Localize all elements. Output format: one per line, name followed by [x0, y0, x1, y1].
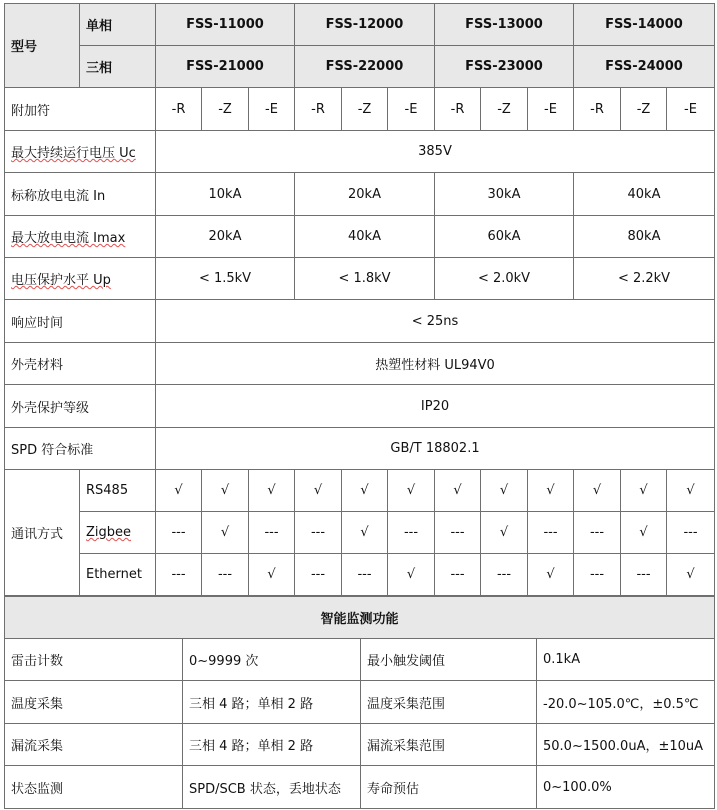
comm-cell: √	[621, 470, 667, 512]
suffix-cell: -R	[435, 88, 481, 131]
comm-cell: √	[481, 512, 528, 554]
comm-cell: √	[202, 470, 249, 512]
comm-cell: √	[388, 470, 435, 512]
imax-label	[5, 216, 156, 258]
suffix-cell: -Z	[342, 88, 388, 131]
monitor-value: 50.0~1500.0uA，±10uA	[537, 724, 715, 766]
suffix-cell: -E	[388, 88, 435, 131]
monitor-label: 寿命预估	[361, 766, 537, 809]
monitor-label: 漏流采集	[5, 724, 183, 766]
suffix-cell: -R	[156, 88, 202, 131]
comm-cell: ---	[481, 554, 528, 596]
in-value: 40kA	[574, 173, 715, 216]
comm-row-ethernet	[5, 554, 715, 596]
model-row-three	[5, 46, 715, 88]
up-value: < 2.0kV	[435, 258, 574, 300]
response-row	[5, 300, 715, 343]
comm-cell: √	[481, 470, 528, 512]
model-cell: FSS-23000	[435, 46, 574, 88]
monitor-title-row	[5, 597, 715, 639]
uc-row	[5, 131, 715, 173]
monitor-value: 0.1kA	[537, 639, 715, 681]
comm-cell: √	[667, 470, 715, 512]
ip-value: IP20	[156, 385, 715, 428]
up-value: < 1.8kV	[295, 258, 435, 300]
up-row	[5, 258, 715, 300]
comm-cell: √	[435, 470, 481, 512]
single-phase-label: 单相	[80, 4, 156, 46]
in-label: 标称放电电流 In	[5, 173, 156, 216]
housing-row	[5, 343, 715, 385]
uc-label	[5, 131, 156, 173]
housing-label: 外壳材料	[5, 343, 156, 385]
spec-table	[4, 3, 715, 596]
comm-cell: ---	[574, 512, 621, 554]
in-value: 20kA	[295, 173, 435, 216]
comm-cell: √	[667, 554, 715, 596]
monitor-label: 状态监测	[5, 766, 183, 809]
suffix-row	[5, 88, 715, 131]
suffix-cell: -R	[574, 88, 621, 131]
suffix-cell: -E	[667, 88, 715, 131]
comm-cell: ---	[295, 512, 342, 554]
model-cell: FSS-22000	[295, 46, 435, 88]
comm-cell: √	[202, 512, 249, 554]
imax-value: 40kA	[295, 216, 435, 258]
model-label: 型号	[5, 4, 80, 88]
comm-cell: √	[249, 554, 295, 596]
uc-label-text: 最大持续运行电压 Uc	[11, 146, 136, 161]
standard-row	[5, 428, 715, 470]
in-row	[5, 173, 715, 216]
comm-cell: ---	[574, 554, 621, 596]
model-row-single	[5, 4, 715, 46]
up-label-text: 电压保护水平 Up	[11, 273, 111, 288]
monitor-row	[5, 639, 715, 681]
model-cell: FSS-13000	[435, 4, 574, 46]
comm-cell: ---	[342, 554, 388, 596]
monitor-row	[5, 766, 715, 809]
comm-cell: ---	[249, 512, 295, 554]
suffix-cell: -E	[249, 88, 295, 131]
ip-row	[5, 385, 715, 428]
suffix-cell: -Z	[202, 88, 249, 131]
housing-value: 热塑性材料 UL94V0	[156, 343, 715, 385]
up-value: < 2.2kV	[574, 258, 715, 300]
monitor-table	[4, 596, 715, 809]
comm-row-rs485	[5, 470, 715, 512]
suffix-cell: -Z	[621, 88, 667, 131]
comm-name: RS485	[80, 470, 156, 512]
comm-cell: √	[156, 470, 202, 512]
comm-cell: √	[528, 554, 574, 596]
monitor-title: 智能监测功能	[5, 597, 715, 639]
comm-cell: ---	[528, 512, 574, 554]
monitor-label: 最小触发阈值	[361, 639, 537, 681]
standard-value: GB/T 18802.1	[156, 428, 715, 470]
model-cell: FSS-21000	[156, 46, 295, 88]
three-phase-label: 三相	[80, 46, 156, 88]
imax-row	[5, 216, 715, 258]
up-value: < 1.5kV	[156, 258, 295, 300]
comm-cell: √	[388, 554, 435, 596]
comm-cell: ---	[435, 554, 481, 596]
imax-value: 20kA	[156, 216, 295, 258]
monitor-row	[5, 681, 715, 724]
suffix-cell: -E	[528, 88, 574, 131]
model-cell: FSS-14000	[574, 4, 715, 46]
in-value: 10kA	[156, 173, 295, 216]
comm-cell: √	[295, 470, 342, 512]
comm-cell: √	[249, 470, 295, 512]
imax-value: 60kA	[435, 216, 574, 258]
imax-value: 80kA	[574, 216, 715, 258]
response-label: 响应时间	[5, 300, 156, 343]
comm-cell: ---	[621, 554, 667, 596]
monitor-value: 0~100.0%	[537, 766, 715, 809]
ip-label: 外壳保护等级	[5, 385, 156, 428]
comm-cell: ---	[156, 554, 202, 596]
comm-cell: ---	[667, 512, 715, 554]
comm-name	[80, 512, 156, 554]
comm-row-zigbee	[5, 512, 715, 554]
monitor-value: -20.0~105.0℃，±0.5℃	[537, 681, 715, 724]
response-value: < 25ns	[156, 300, 715, 343]
suffix-cell: -Z	[481, 88, 528, 131]
comm-cell: ---	[202, 554, 249, 596]
up-label	[5, 258, 156, 300]
comm-cell: √	[621, 512, 667, 554]
model-cell: FSS-12000	[295, 4, 435, 46]
model-cell: FSS-24000	[574, 46, 715, 88]
comm-cell: ---	[435, 512, 481, 554]
monitor-value: 三相 4 路；单相 2 路	[183, 681, 361, 724]
monitor-label: 温度采集范围	[361, 681, 537, 724]
comm-label: 通讯方式	[5, 470, 80, 596]
in-value: 30kA	[435, 173, 574, 216]
monitor-label: 温度采集	[5, 681, 183, 724]
comm-cell: ---	[156, 512, 202, 554]
comm-cell: ---	[295, 554, 342, 596]
suffix-cell: -R	[295, 88, 342, 131]
uc-value: 385V	[156, 131, 715, 173]
suffix-label: 附加符	[5, 88, 156, 131]
monitor-label: 雷击计数	[5, 639, 183, 681]
comm-cell: ---	[388, 512, 435, 554]
imax-label-text: 最大放电电流 Imax	[11, 231, 126, 246]
comm-name: Ethernet	[80, 554, 156, 596]
monitor-label: 漏流采集范围	[361, 724, 537, 766]
monitor-row	[5, 724, 715, 766]
standard-label: SPD 符合标准	[5, 428, 156, 470]
monitor-value: 0~9999 次	[183, 639, 361, 681]
comm-cell: √	[528, 470, 574, 512]
model-cell: FSS-11000	[156, 4, 295, 46]
monitor-value: 三相 4 路；单相 2 路	[183, 724, 361, 766]
comm-cell: √	[574, 470, 621, 512]
comm-cell: √	[342, 470, 388, 512]
comm-cell: √	[342, 512, 388, 554]
comm-name-text: Zigbee	[86, 525, 132, 540]
monitor-value: SPD/SCB 状态，丢地状态	[183, 766, 361, 809]
